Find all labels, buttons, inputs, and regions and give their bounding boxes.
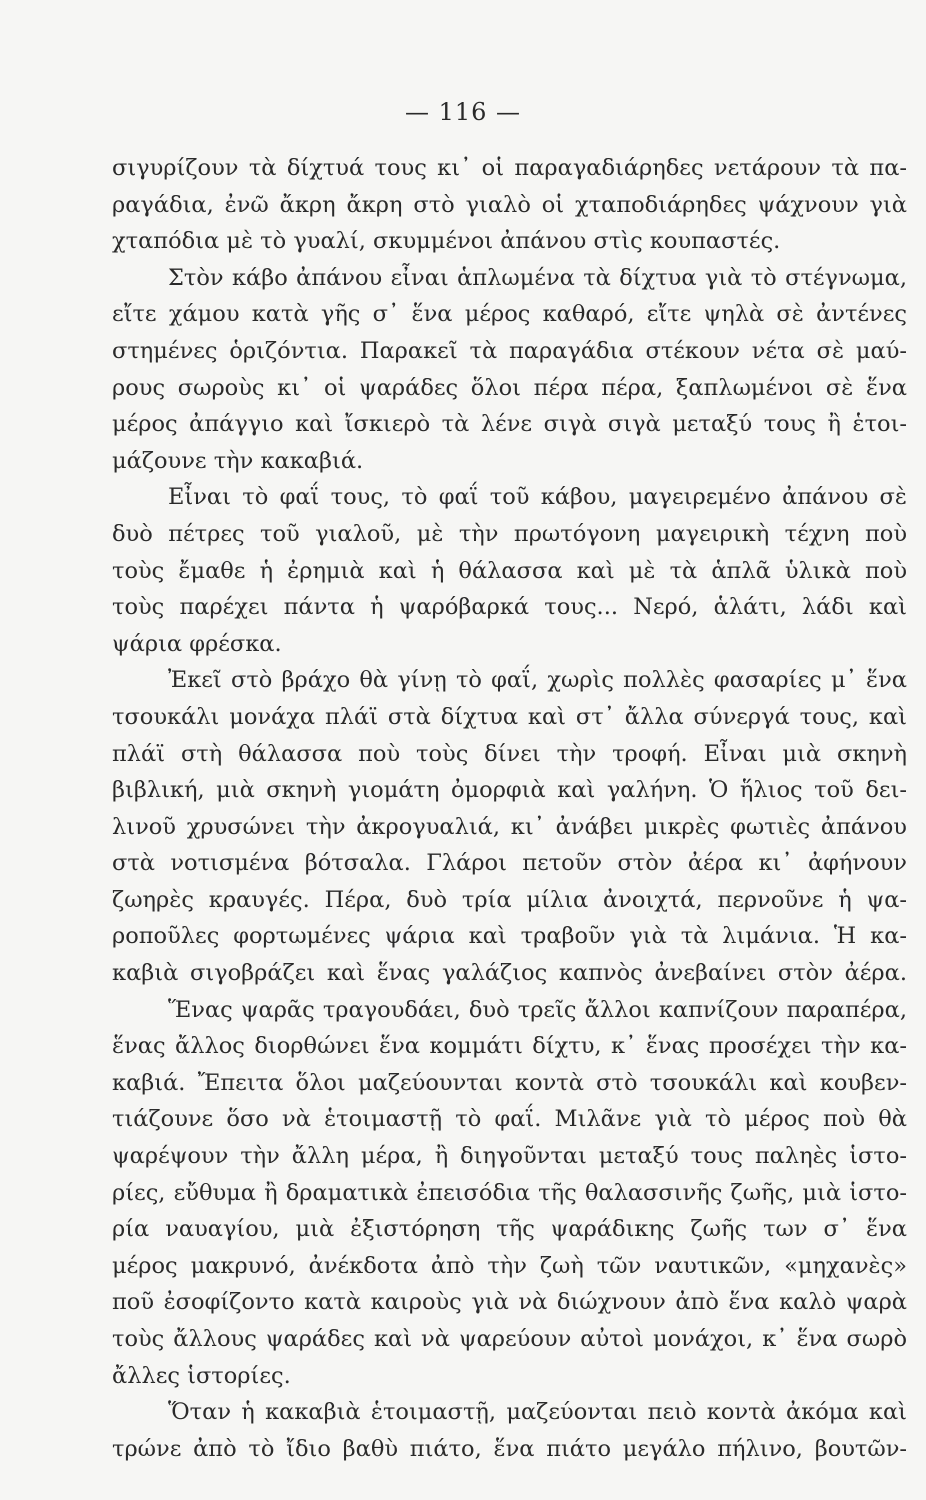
text-line: ραγάδια, ἐνῶ ἄκρη ἄκρη στὸ γιαλὸ οἱ χταποδιάρηδες ψάχνουν γιὰ: [112, 191, 907, 218]
text-line: στημένες ὁριζόντια. Παρακεῖ τὰ παραγάδια στέκουν νέτα σὲ μαύ-: [112, 337, 907, 364]
text-line: ἄλλες ἱστορίες.: [112, 1362, 291, 1389]
text-line: πλάϊ στὴ θάλασσα ποὺ τοὺς δίνει τὴν τροφή. Εἶναι μιὰ σκηνὴ: [112, 740, 907, 767]
text-line: τοὺς ἔμαθε ἡ ἐρημιὰ καὶ ἡ θάλασσα καὶ μὲ τὰ ἁπλᾶ ὑλικὰ ποὺ: [112, 557, 907, 584]
paragraph-start-line: Ἕνας ψαρᾶς τραγουδάει, δυὸ τρεῖς ἄλλοι καπνίζουν παραπέρα,: [168, 996, 907, 1023]
text-line: ποῦ ἐσοφίζοντο κατὰ καιροὺς γιὰ νὰ διώχνουν ἀπὸ ἕνα καλὸ ψαρὰ: [112, 1289, 907, 1316]
text-line: λινοῦ χρυσώνει τὴν ἀκρογυαλιά, κι᾿ ἀνάβει μικρὲς φωτιὲς ἀπάνου: [112, 813, 907, 840]
text-line: χταπόδια μὲ τὸ γυαλί, σκυμμένοι ἀπάνου στὶς κουπαστές.: [112, 228, 781, 255]
text-line: δυὸ πέτρες τοῦ γιαλοῦ, μὲ τὴν πρωτόγονη μαγειρικὴ τέχνη ποὺ: [112, 520, 907, 547]
body-text: [112, 150, 907, 1467]
text-line: μάζουνε τὴν κακαβιά.: [112, 447, 364, 474]
text-line: ἕνας ἄλλος διορθώνει ἕνα κομμάτι δίχτυ, κ᾿ ἕνας προσέχει τὴν κα-: [112, 1033, 907, 1060]
text-line: εἴτε χάμου κατὰ γῆς σ᾿ ἕνα μέρος καθαρό, εἴτε ψηλὰ σὲ ἀντένες: [112, 301, 907, 328]
text-line: ζωηρὲς κραυγές. Πέρα, δυὸ τρία μίλια ἀνοιχτά, περνοῦνε ἡ ψα-: [112, 886, 907, 913]
paragraph-start-line: Ὅταν ἡ κακαβιὰ ἑτοιμαστῇ, μαζεύονται πειὸ κοντὰ ἀκόμα καὶ: [168, 1399, 907, 1426]
text-line: στὰ νοτισμένα βότσαλα. Γλάροι πετοῦν στὸν ἀέρα κι᾿ ἀφήνουν: [112, 850, 907, 877]
text-line: τοὺς ἄλλους ψαράδες καὶ νὰ ψαρεύουν αὐτοὶ μονάχοι, κ᾿ ἕνα σωρὸ: [112, 1326, 907, 1352]
text-line: ρία ναυαγίου, μιὰ ἐξιστόρηση τῆς ψαράδικης ζωῆς των σ᾿ ἕνα: [112, 1216, 907, 1243]
text-line: ροποῦλες φορτωμένες ψάρια καὶ τραβοῦν γιὰ τὰ λιμάνια. Ἡ κα-: [112, 923, 907, 950]
text-line: ρους σωροὺς κι᾿ οἱ ψαράδες ὅλοι πέρα πέρα, ξαπλωμένοι σὲ ἕνα: [112, 374, 907, 401]
text-line: τοὺς παρέχει πάντα ἡ ψαρόβαρκά τους... Νερό, ἁλάτι, λάδι καὶ: [112, 594, 907, 621]
text-line: μέρος ἀπάγγιο καὶ ἴσκιερὸ τὰ λένε σιγὰ σιγὰ μεταξύ τους ἢ ἑτοι-: [112, 411, 907, 438]
page-number: — 116 —: [404, 98, 522, 126]
text-line: ρίες, εὔθυμα ἢ δραματικὰ ἐπεισόδια τῆς θαλασσινῆς ζωῆς, μιὰ ἱστο-: [112, 1179, 907, 1206]
text-line: καβιά. Ἔπειτα ὅλοι μαζεύουνται κοντὰ στὸ τσουκάλι καὶ κουβεν-: [112, 1069, 907, 1096]
paragraph-start-line: Εἶναι τὸ φαΐ τους, τὸ φαΐ τοῦ κάβου, μαγειρεμένο ἀπάνου σὲ: [168, 484, 907, 511]
text-line: καβιὰ σιγοβράζει καὶ ἕνας γαλάζιος καπνὸς ἀνεβαίνει στὸν ἀέρα.: [112, 960, 907, 987]
text-line: σιγυρίζουν τὰ δίχτυά τους κι᾿ οἱ παραγαδιάρηδες νετάρουν τὰ πα-: [112, 155, 907, 181]
text-line: ψάρια φρέσκα.: [112, 630, 282, 657]
paragraph-start-line: Στὸν κάβο ἀπάνου εἶναι ἁπλωμένα τὰ δίχτυα γιὰ τὸ στέγνωμα,: [168, 264, 907, 291]
text-line: τσουκάλι μονάχα πλάϊ στὰ δίχτυα καὶ στ᾿ ἄλλα σύνεργά τους, καὶ: [112, 703, 907, 730]
text-line: τιάζουνε ὅσο νὰ ἑτοιμαστῇ τὸ φαΐ. Μιλᾶνε γιὰ τὸ μέρος ποὺ θὰ: [112, 1106, 907, 1133]
paragraph-start-line: Ἐκεῖ στὸ βράχο θὰ γίνῃ τὸ φαΐ, χωρὶς πολλὲς φασαρίες μ᾿ ἕνα: [168, 667, 907, 694]
text-line: βιβλική, μιὰ σκηνὴ γιομάτη ὀμορφιὰ καὶ γαλήνη. Ὁ ἥλιος τοῦ δει-: [112, 777, 907, 804]
text-line: τρώνε ἀπὸ τὸ ἴδιο βαθὺ πιάτο, ἕνα πιάτο μεγάλο πήλινο, βουτῶν-: [112, 1435, 907, 1462]
text-line: ψαρέψουν τὴν ἄλλη μέρα, ἢ διηγοῦνται μεταξύ τους παληὲς ἱστο-: [112, 1143, 907, 1170]
text-line: μέρος μακρυνό, ἀνέκδοτα ἀπὸ τὴν ζωὴ τῶν ναυτικῶν, «μηχανὲς»: [112, 1252, 907, 1279]
